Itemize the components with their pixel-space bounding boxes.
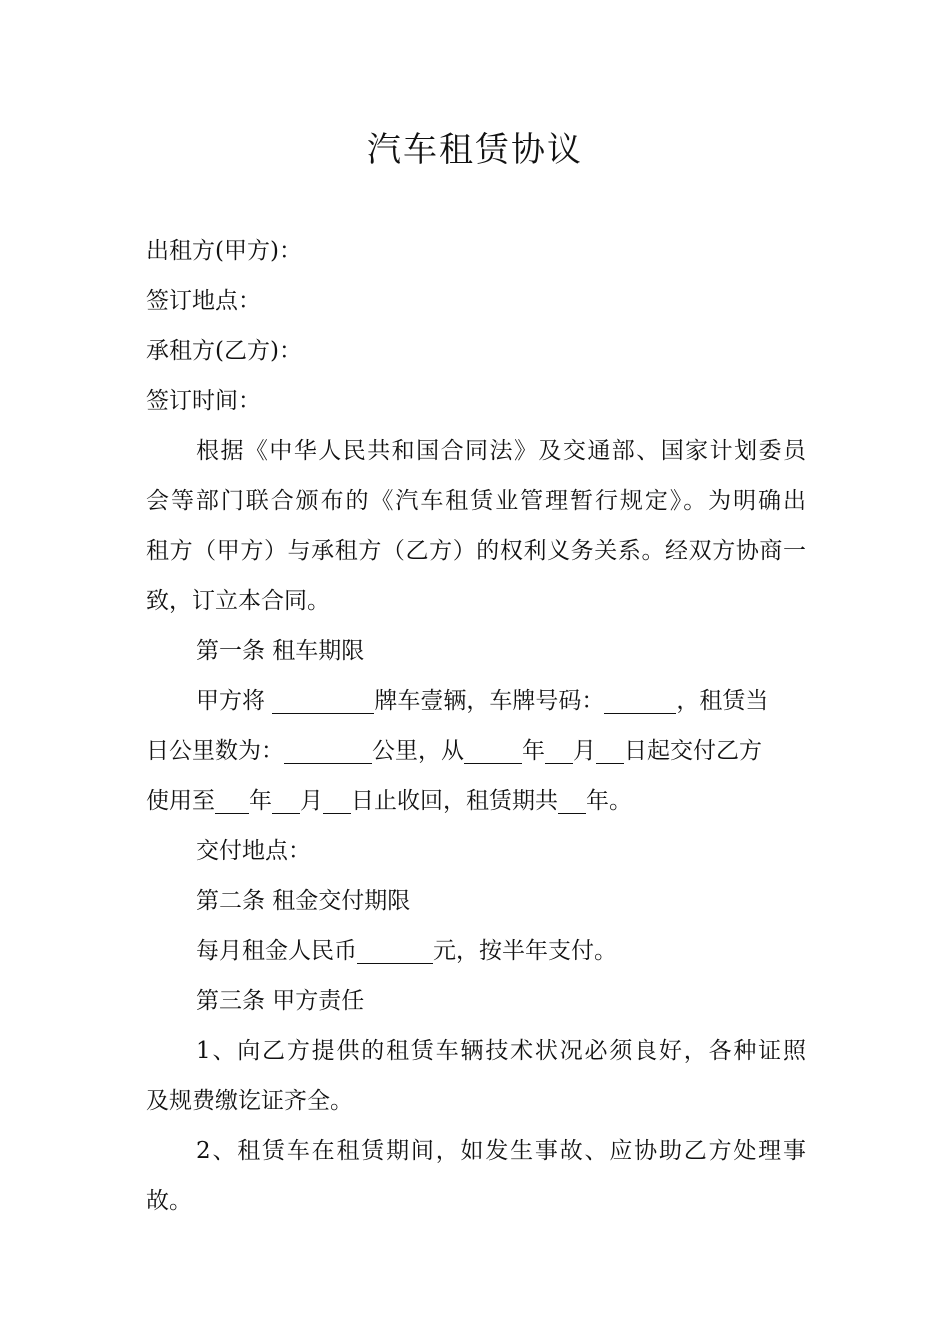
article-1-line-3 bbox=[146, 776, 806, 826]
text-segment: 甲方将 bbox=[196, 688, 273, 714]
text-segment: 日止收回，租赁期共 bbox=[351, 788, 558, 814]
delivery-place-field: 交付地点： bbox=[196, 838, 311, 864]
blank-end-year bbox=[215, 791, 249, 814]
blank-plate-number bbox=[604, 691, 676, 714]
blank-monthly-rent bbox=[357, 941, 433, 964]
text-segment: 日起交付乙方 bbox=[624, 738, 762, 764]
blank-mileage bbox=[284, 741, 372, 764]
lessee-field: 承租方(乙方)： bbox=[146, 338, 302, 364]
preamble-line-3: 租方（甲方）与承租方（乙方）的权利义务关系。经双方协商一 bbox=[146, 538, 806, 564]
preamble-line-4: 致，订立本合同。 bbox=[146, 588, 330, 614]
preamble-line-1: 根据《中华人民共和国合同法》及交通部、国家计划委员 bbox=[196, 438, 806, 464]
article-3-item-2-line-2: 故。 bbox=[146, 1188, 192, 1214]
article-1-heading: 第一条 租车期限 bbox=[196, 638, 365, 664]
text-segment: 日公里数为： bbox=[146, 738, 284, 764]
blank-end-day bbox=[323, 791, 351, 814]
text-segment: 月 bbox=[573, 738, 596, 764]
blank-lease-years bbox=[558, 791, 586, 814]
sign-time-field: 签订时间： bbox=[146, 388, 261, 414]
article-3-heading: 第三条 甲方责任 bbox=[196, 988, 365, 1014]
text-segment: 牌车壹辆，车牌号码： bbox=[374, 688, 605, 714]
preamble-line-2: 会等部门联合颁布的《汽车租赁业管理暂行规定》。为明确出 bbox=[146, 488, 806, 514]
text-segment: 公里，从 bbox=[372, 738, 464, 764]
document-title: 汽车租赁协议 bbox=[367, 130, 583, 170]
blank-start-year bbox=[464, 741, 522, 764]
text-segment: 年。 bbox=[586, 788, 632, 814]
article-2-heading: 第二条 租金交付期限 bbox=[196, 888, 411, 914]
text-segment: 年 bbox=[522, 738, 545, 764]
text-segment: ，租赁当 bbox=[676, 688, 769, 714]
text-segment: 年 bbox=[249, 788, 272, 814]
text-segment: 使用至 bbox=[146, 788, 215, 814]
article-3-item-2-line-1: 2、租赁车在租赁期间，如发生事故、应协助乙方处理事 bbox=[196, 1138, 806, 1164]
blank-end-month bbox=[272, 791, 300, 814]
text-segment: 每月租金人民币 bbox=[196, 938, 357, 964]
lessor-field: 出租方(甲方)： bbox=[146, 238, 302, 264]
document-body bbox=[146, 226, 806, 1226]
article-3-item-1-line-2: 及规费缴讫证齐全。 bbox=[146, 1088, 353, 1114]
text-segment: 元，按半年支付。 bbox=[433, 938, 617, 964]
blank-car-model bbox=[272, 691, 374, 714]
blank-start-day bbox=[596, 741, 624, 764]
article-3-item-1-line-1: 1、向乙方提供的租赁车辆技术状况必须良好，各种证照 bbox=[196, 1038, 806, 1064]
article-2-rent-line bbox=[146, 926, 806, 976]
article-1-line-2 bbox=[146, 726, 806, 776]
blank-start-month bbox=[545, 741, 573, 764]
article-1-line-1 bbox=[146, 676, 806, 726]
sign-place-field: 签订地点： bbox=[146, 288, 261, 314]
text-segment: 月 bbox=[300, 788, 323, 814]
